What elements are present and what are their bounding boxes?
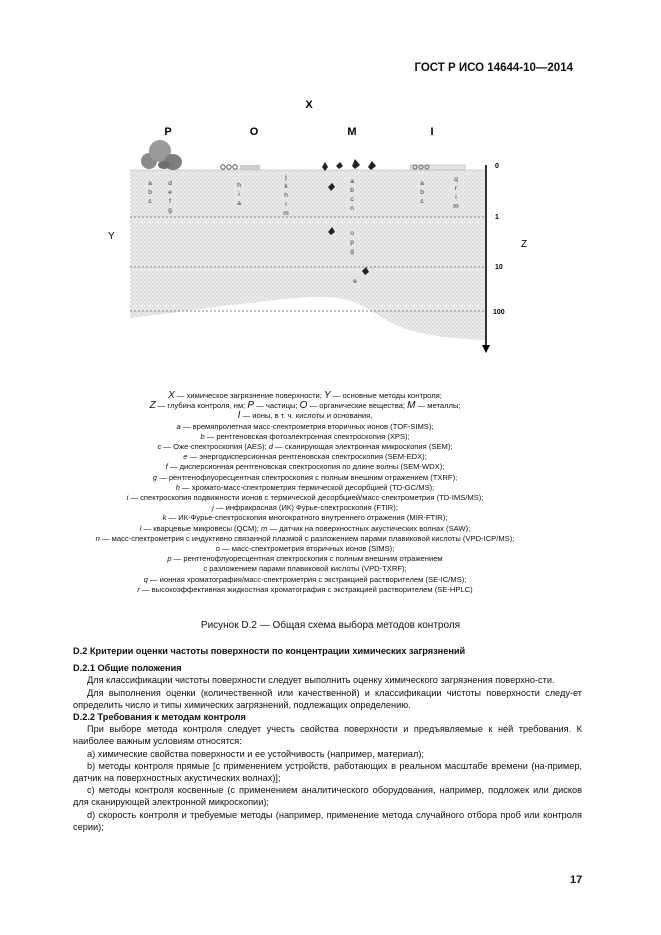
method-code: c [350,196,354,203]
legend-item: i — спектроскопия подвижности ионов с термической десорбцией/масс-спектрометрия (TD-IMS/MS); [126,493,484,503]
legend-item: g — рентгенофлуоресцентная спектроскопия с полным внешним отражением (TXRF); [152,472,458,482]
method-code: i [285,201,287,208]
method-code: h [237,182,241,189]
column-label-ions: I [430,126,434,138]
method-code: q [454,176,458,183]
method-code: c [148,198,152,205]
method-code: g [168,207,172,214]
list-item: d) скорость контроля и требуемые методы (например, применение метода случайного отбора проб или контроля серии); [73,809,582,832]
method-code: b [350,187,354,194]
depth-tick-1: 1 [495,214,499,221]
method-code: a [148,180,152,187]
method-code: i [238,191,240,198]
method-code: a [237,200,241,207]
method-code: e [353,278,357,285]
legend-item: a — времяпролетная масс-спектрометрия вторичных ионов (TOF-SIMS); [176,421,434,431]
method-code: n [350,205,354,212]
section-body [73,645,582,833]
list-item: а) химические свойства поверхности и ее устойчивость (например, материал); [87,748,424,759]
organic-film-icon [221,165,260,170]
method-code: a [350,178,354,185]
method-code: p [350,239,354,246]
method-code: m [453,203,459,210]
y-axis-label: Y [108,231,115,242]
ion-layer-icon [410,165,465,170]
z-axis-label: Z [521,239,528,250]
method-code: f [169,198,171,205]
method-code: m [283,210,289,217]
method-code: g [350,248,354,255]
method-code: d [168,180,172,187]
list-item: b) методы контроля прямые [с применением устройств, работающих в реальном масштабе времени (на-пример, датчик на поверхностных акустических волнах)]; [73,760,582,784]
particle-cluster-icon [141,140,182,170]
legend-item: e — энергодисперсионная рентгеновская спектроскопия (SEM-EDX); [183,452,427,462]
section-heading-d21: D.2.1 Общие положения [73,663,182,674]
section-heading-d22: D.2.2 Требования к методам контроля [73,712,246,723]
depth-tick-10: 10 [495,264,503,271]
method-code: a [420,180,424,187]
column-label-particles: P [164,126,172,138]
document-header: ГОСТ Р ИСО 14644-10—2014 [414,62,573,74]
method-code: o [350,230,354,237]
legend-item: p — рентгенофлуоресцентная спектроскопия с полным внешним отражением [167,554,443,564]
legend-item: h — хромато-масс-спектрометрия термической десорбцией (TD-GC/MS); [175,482,435,492]
legend-item: f — дисперсионная рентгеновская спектроскопия по длине волны (SEM-WDX); [165,462,445,472]
section-heading-d2: D.2 Критерии оценки частоты поверхности по концентрации химических загрязнений [73,646,466,656]
figure-legend [40,391,570,595]
depth-tick-0: 0 [495,163,499,170]
method-code: k [284,183,288,190]
legend-item: с разложением парами плавиковой кислоты (VPD-TXRF); [203,564,407,574]
legend-line: I — ионы, в т. ч. кислоты и основания, [237,410,373,422]
figure-caption: Рисунок D.2 — Общая схема выбора методов контроля [200,620,461,631]
paragraph: Для классификации чистоты поверхности следует выполнить оценку химического загрязнения поверхно-сти. [87,675,555,686]
x-axis-label: X [305,99,313,111]
method-code: e [168,189,172,196]
legend-line: Z — глубина контроля, нм; P — частицы; O — органические вещества; M — металлы; [149,400,461,412]
legend-item: k — ИК-Фурье-спектроскопия многократного внутреннего отражения (MIR-FTIR); [162,513,448,523]
list-item: с) методы контроля косвенные (с применением аналитического оборудования, например, подложек или дисков для сканирующей электронной микроскопии); [73,785,582,808]
column-label-metals: M [347,126,357,138]
method-code: c [420,198,424,205]
legend-line: X — химическое загрязнение поверхности; Y — основные методы контроля; [168,390,442,401]
legend-item: l — кварцевые микровесы (QCM); m — датчик на поверхностных акустических волнах (SAW); [139,523,471,533]
method-code: b [148,189,152,196]
legend-item: q — ионная хроматография/масс-спектрометрия с экстракцией растворителем (SE-IC/MS); [143,574,467,584]
legend-item: o — масс-спектрометрия вторичных ионов (SIMS); [215,544,395,554]
method-code: i [455,194,457,201]
method-code: h [284,192,288,199]
method-selection-diagram [100,95,540,365]
column-label-organics: O [249,126,259,138]
legend-item: r — высокоэффективная жидкостная хроматография с экстракцией растворителем (SE-HPLC) [137,584,473,594]
legend-item: n — масс-спектрометрия с индуктивно связанной плазмой с разложением парами плавиковой кислоты (VPD-ICP/MS); [95,533,515,543]
page-number: 17 [570,874,583,886]
depth-tick-100: 100 [493,309,505,316]
legend-item: j — инфракрасная (ИК) Фурье-спектроскопия (FTIR); [212,503,398,513]
substrate-cross-section [130,170,485,340]
method-code: j [285,174,287,181]
legend-item: b — рентгеновская фотоэлектронная спектроскопия (XPS); [200,431,410,441]
method-code: b [420,189,424,196]
paragraph: При выборе метода контроля следует учесть свойства поверхности и предъявляемые к ней требования. К наиболее важным условиям относятся: [73,724,582,747]
paragraph: Для выполнения оценки (количественной или качественной) и классификации чистоты поверхности следу-ет определить число и типы химических загрязнений, подлежащих определению. [73,687,582,710]
method-code: r [454,185,458,192]
legend-item: c — Оже-спектроскопия (AES); d — сканирующая электронная микроскопия (SEM); [157,442,453,452]
